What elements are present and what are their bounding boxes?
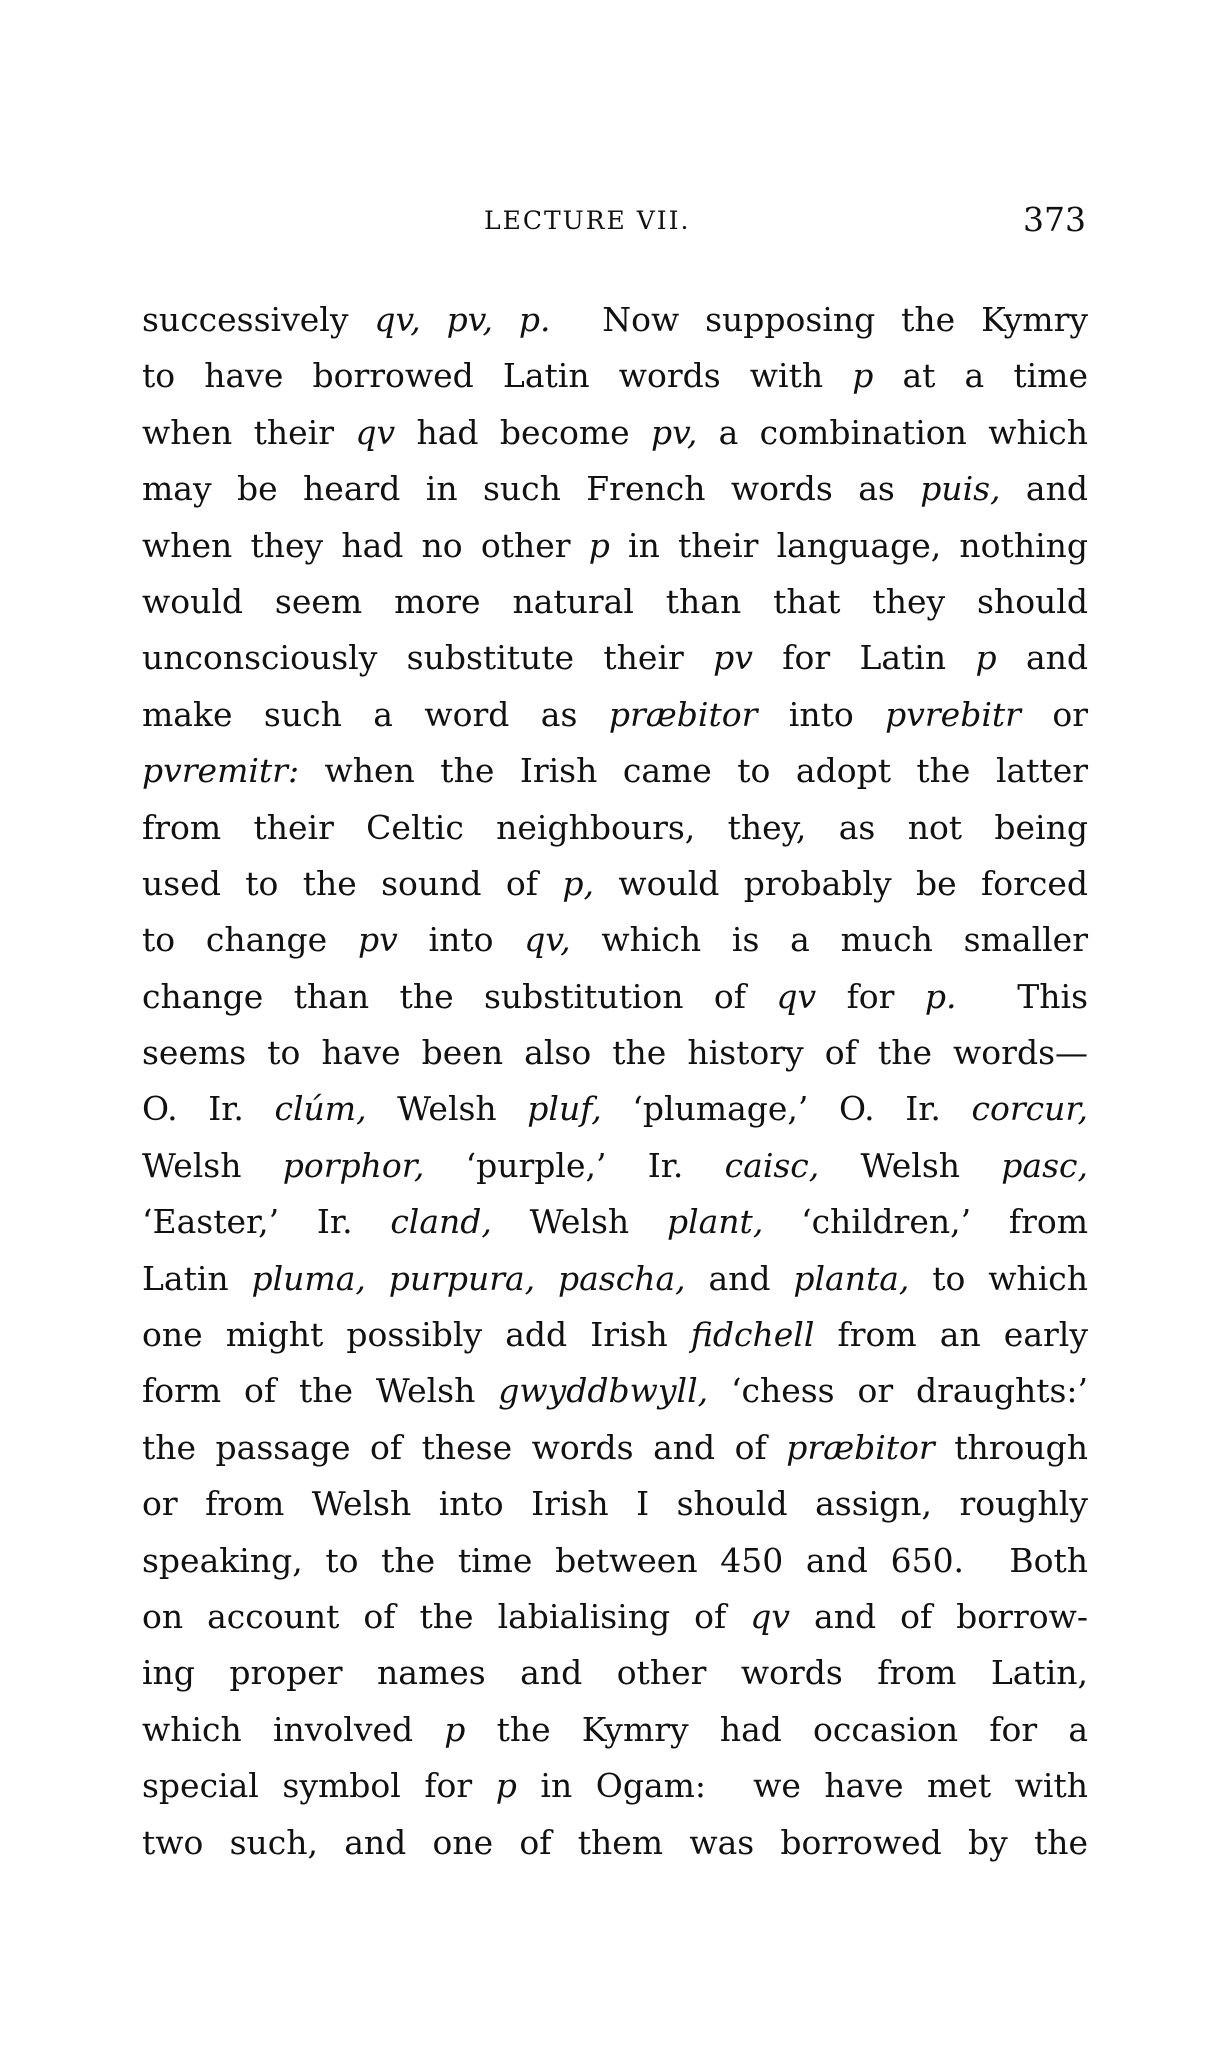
text-line — [142, 1025, 1088, 1081]
text-segment: would seem more natural than that they should — [142, 581, 1088, 621]
italic-text: pv — [357, 920, 398, 960]
text-line — [142, 1645, 1088, 1701]
italic-text: p — [444, 1709, 466, 1749]
text-segment: ‘chess or draughts:’ — [708, 1371, 1088, 1411]
text-line — [142, 1815, 1088, 1871]
text-line — [142, 292, 1088, 348]
text-segment: used to the sound of — [142, 863, 563, 903]
italic-text: præbitor — [608, 694, 758, 734]
page-number: 373 — [1023, 200, 1086, 239]
italic-text: p. — [924, 976, 957, 1016]
text-segment: Welsh — [366, 1089, 528, 1129]
text-line — [142, 574, 1088, 630]
text-segment: a combination which — [697, 412, 1088, 452]
text-segment: to change — [142, 920, 358, 960]
text-line — [142, 687, 1088, 743]
italic-text: caisc, — [724, 1145, 820, 1185]
text-line — [142, 1363, 1088, 1419]
text-segment: into — [757, 694, 886, 734]
text-segment: which involved — [142, 1709, 445, 1749]
text-line — [142, 1758, 1088, 1814]
text-line — [142, 1533, 1088, 1589]
text-segment: in Ogam: we have met with — [516, 1766, 1088, 1806]
italic-text: qv — [776, 976, 817, 1016]
text-segment: from their Celtic neighbours, they, as not being — [142, 807, 1088, 847]
text-line — [142, 969, 1088, 1025]
text-line — [142, 800, 1088, 856]
text-line — [142, 405, 1088, 461]
body-text — [142, 292, 1088, 1871]
italic-text: qv, — [524, 920, 571, 960]
text-segment: into — [397, 920, 525, 960]
text-segment: when the Irish came to adopt the latter — [299, 751, 1088, 791]
text-segment: seems to have been also the history of the words— — [142, 1033, 1088, 1073]
text-segment: to which — [909, 1258, 1088, 1298]
italic-text: pv, — [651, 412, 698, 452]
text-segment: for — [816, 976, 925, 1016]
text-segment: form of the Welsh — [142, 1371, 499, 1411]
italic-text: gwyddbwyll, — [498, 1371, 709, 1411]
text-line — [142, 1702, 1088, 1758]
text-line — [142, 461, 1088, 517]
text-segment: at a time — [873, 356, 1088, 396]
running-head: LECTURE VII. — [484, 206, 691, 235]
text-segment: special symbol for — [142, 1766, 496, 1806]
page-header — [140, 200, 1086, 246]
text-segment: ‘purple,’ Ir. — [424, 1145, 725, 1185]
text-line — [142, 630, 1088, 686]
italic-text: p — [588, 525, 610, 565]
text-segment: and of borrow- — [790, 1596, 1088, 1636]
text-line — [142, 856, 1088, 912]
text-segment: ‘children,’ from — [763, 1202, 1088, 1242]
text-segment: Welsh — [491, 1202, 667, 1242]
text-segment: O. Ir. — [142, 1089, 275, 1129]
italic-text: pluf, — [527, 1089, 602, 1129]
italic-text: fidchell — [690, 1315, 815, 1355]
italic-text: præbitor — [786, 1427, 935, 1467]
text-segment: for Latin — [752, 638, 976, 678]
text-segment: had become — [395, 412, 651, 452]
italic-text: pv — [713, 638, 753, 678]
text-segment: the Kymry had occasion for a — [465, 1709, 1088, 1749]
text-segment: and — [1000, 469, 1088, 509]
text-segment: in their language, nothing — [609, 525, 1089, 565]
text-line — [142, 1251, 1088, 1307]
text-segment: ‘plumage,’ O. Ir. — [601, 1089, 972, 1129]
italic-text: plant, — [666, 1202, 764, 1242]
text-line — [142, 1420, 1088, 1476]
text-segment: and — [685, 1258, 794, 1298]
text-segment: one might possibly add Irish — [142, 1315, 691, 1355]
text-line — [142, 743, 1088, 799]
italic-text: porphor, — [282, 1145, 425, 1185]
italic-text: qv, pv, p. — [374, 300, 551, 339]
italic-text: p — [852, 356, 874, 396]
text-segment: on account of the labialising of — [142, 1596, 751, 1636]
text-segment: Latin — [142, 1258, 252, 1298]
italic-text: p — [495, 1766, 517, 1806]
text-segment: the passage of these words and of — [142, 1427, 787, 1467]
text-line — [142, 1476, 1088, 1532]
italic-text: pvrebitr — [885, 694, 1021, 734]
text-segment: may be heard in such French words as — [142, 469, 921, 509]
text-line — [142, 1589, 1088, 1645]
text-segment: through — [934, 1427, 1088, 1467]
text-line — [142, 518, 1088, 574]
text-segment: change than the substitution of — [142, 976, 777, 1016]
italic-text: cland, — [390, 1202, 492, 1242]
italic-text: planta, — [793, 1258, 910, 1298]
text-segment: would probably be forced — [593, 863, 1088, 903]
text-segment: or from Welsh into Irish I should assign, roughly — [142, 1484, 1088, 1524]
italic-text: corcur, — [971, 1089, 1088, 1129]
italic-text: pasc, — [1001, 1145, 1088, 1185]
text-segment: This — [956, 976, 1088, 1016]
text-line — [142, 1194, 1088, 1250]
text-line — [142, 1307, 1088, 1363]
text-segment: Welsh — [819, 1145, 1002, 1185]
italic-text: clúm, — [274, 1089, 367, 1129]
text-segment: which is a much smaller — [570, 920, 1088, 960]
text-segment: from an early — [814, 1315, 1088, 1355]
text-segment: or — [1020, 694, 1089, 734]
italic-text: qv — [750, 1596, 791, 1636]
text-line — [142, 1081, 1088, 1137]
text-line — [142, 348, 1088, 404]
text-segment: and — [996, 638, 1088, 678]
text-segment: two such, and one of them was borrowed by the — [142, 1822, 1088, 1862]
text-segment: Welsh — [142, 1145, 283, 1185]
italic-text: pvremitr: — [142, 751, 300, 791]
text-segment: speaking, to the time between 450 and 650. Both — [142, 1540, 1088, 1580]
italic-text: puis, — [920, 469, 1001, 509]
text-line — [142, 912, 1088, 968]
italic-text: qv — [355, 412, 396, 452]
italic-text: pluma, purpura, pascha, — [251, 1258, 686, 1298]
text-segment: to have borrowed Latin words with — [142, 356, 853, 396]
text-segment: when they had no other — [142, 525, 589, 565]
text-line — [142, 1138, 1088, 1194]
text-segment: ing proper names and other words from Latin, — [142, 1653, 1088, 1693]
italic-text: p, — [562, 863, 594, 903]
text-segment: Now supposing the Kymry — [550, 300, 1088, 339]
text-segment: ‘Easter,’ Ir. — [142, 1202, 391, 1242]
text-segment: when their — [142, 412, 356, 452]
text-segment: unconsciously substitute their — [142, 638, 714, 678]
italic-text: p — [975, 638, 997, 678]
text-segment: make such a word as — [142, 694, 609, 734]
text-segment: successively — [142, 300, 375, 339]
